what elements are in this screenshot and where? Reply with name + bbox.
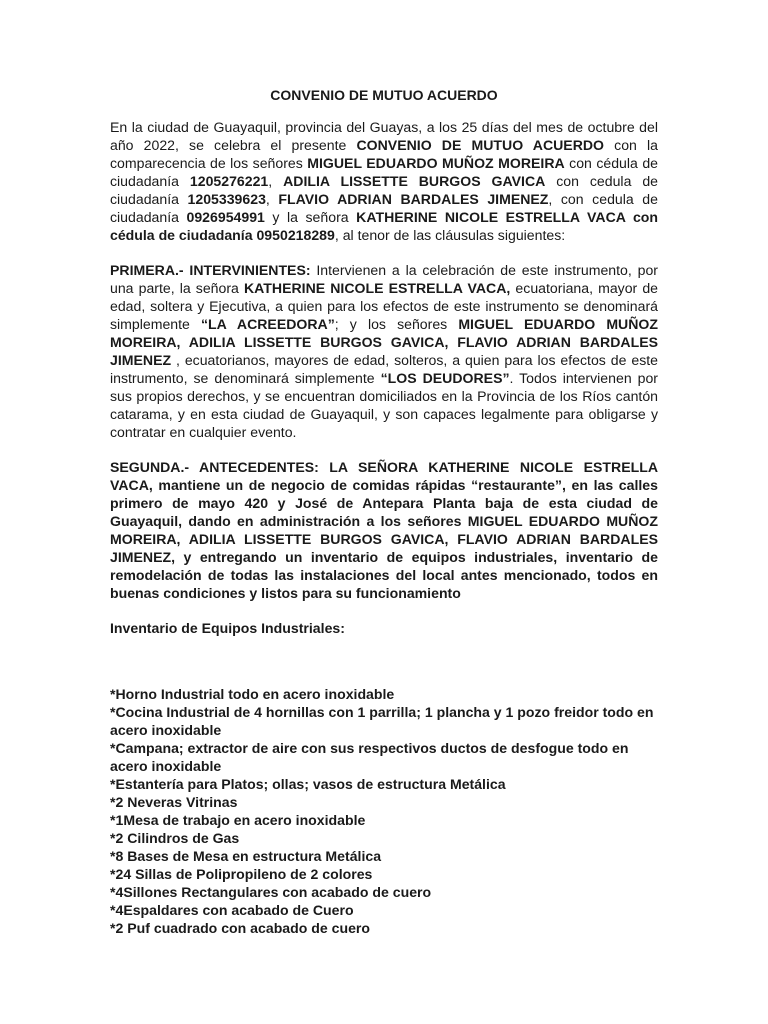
inventory-item: *1Mesa de trabajo en acero inoxidable (110, 812, 366, 828)
text-run: , (268, 173, 284, 189)
text-run: En la ciudad de Guayaquil, provincia del Guayas, a los 25 días del mes de octubre del año 2022, se celebra el presente (110, 119, 658, 153)
bold-text-run: CONVENIO DE MUTUO ACUERDO (356, 137, 605, 153)
bold-text-run: FLAVIO ADRIAN BARDALES JIMENEZ (278, 191, 549, 207)
clause-primera (110, 261, 658, 441)
bold-text-run: 0926954991 (186, 209, 265, 225)
text-run: ; y los señores (334, 316, 459, 332)
text-run: ecuatoriana, mayor de edad, soltera y Ejecutiva, a quien para los efectos de este instrumento se denominará simplemente (110, 280, 659, 332)
bold-text-run: KATHERINE NICOLE ESTRELLA VACA, (243, 280, 511, 296)
text-run: , ecuatorianos, mayores de edad, solteros, a quien para los efectos de este instrumento, se denominará simplemente (110, 352, 658, 386)
inventory-item: *8 Bases de Mesa en estructura Metálica (110, 848, 382, 864)
inventory-list (110, 685, 658, 937)
inventory-item: *2 Cilindros de Gas (110, 830, 240, 846)
inventory-item: *Estantería para Platos; ollas; vasos de estructura Metálica (110, 776, 506, 792)
bold-text-run: PRIMERA.- INTERVINIENTES: (110, 262, 311, 278)
intro-paragraph (110, 118, 658, 244)
inventory-heading: Inventario de Equipos Industriales: (110, 620, 345, 636)
text-run: con la comparecencia de los señores (110, 137, 658, 171)
text-run: Intervienen a la celebración de este instrumento, por una parte, la señora (110, 262, 658, 296)
inventory-item: *Horno Industrial todo en acero inoxidable (110, 686, 395, 702)
bold-text-run: 1205276221 (189, 173, 269, 189)
text-run: y la señora (264, 209, 357, 225)
text-run: , (265, 191, 279, 207)
bold-text-run: MIGUEL EDUARDO MUÑOZ MOREIRA (307, 155, 565, 171)
inventory-item: *4Espaldares con acabado de Cuero (110, 902, 354, 918)
text-run: con cédula de ciudadanía (110, 155, 659, 189)
bold-text-run: 1205339623 (187, 191, 266, 207)
text-run: . Todos intervienen por sus propios derechos, y se encuentran domiciliados en la Provincia de los Ríos cantón catarama, y en esta ciudad de Guayaquil, y son capaces legalmente para obligarse y contratar en cualquier evento. (110, 370, 658, 440)
document-title: CONVENIO DE MUTUO ACUERDO (270, 87, 498, 103)
inventory-item: *2 Neveras Vitrinas (110, 794, 238, 810)
text-run: con cedula de ciudadanía (110, 173, 658, 207)
bold-text-run: ADILIA LISSETTE BURGOS GAVICA (283, 173, 546, 189)
bold-text-run: “LOS DEUDORES” (380, 370, 510, 386)
inventory-item: *24 Sillas de Polipropileno de 2 colores (110, 866, 373, 882)
bold-text-run: “LA ACREEDORA” (201, 316, 335, 332)
bold-text-run: KATHERINE NICOLE ESTRELLA VACA con cédula de ciudadanía 0950218289 (110, 209, 658, 243)
text-run: , con cedula de ciudadanía (110, 191, 658, 225)
bold-text-run: MIGUEL EDUARDO MUÑOZ MOREIRA, ADILIA LISSETTE BURGOS GAVICA, FLAVIO ADRIAN BARDALES JIMENEZ (110, 316, 658, 368)
inventory-item: *4Sillones Rectangulares con acabado de cuero (110, 884, 432, 900)
inventory-item: *Campana; extractor de aire con sus respectivos ductos de desfogue todo en acero inoxidable (110, 740, 629, 774)
text-run: , al tenor de las cláusulas siguientes: (334, 227, 566, 243)
inventory-item: *Cocina Industrial de 4 hornillas con 1 parrilla; 1 plancha y 1 pozo freidor todo en acero inoxidable (110, 704, 654, 738)
inventory-item: *2 Puf cuadrado con acabado de cuero (110, 920, 371, 936)
clause-segunda: SEGUNDA.- ANTECEDENTES: LA SEÑORA KATHERINE NICOLE ESTRELLA VACA, mantiene un de negocio de comidas rápidas “restaurante”, en las calles primero de mayo 420 y José de Antepara Planta baja de esta ciudad de Guayaquil, dando en administración a los señores MIGUEL EDUARDO MUÑOZ MOREIRA, ADILIA LISSETTE BURGOS GAVICA, FLAVIO ADRIAN BARDALES JIMENEZ, y entregando un inventario de equipos industriales, inventario de remodelación de todas las instalaciones del local antes mencionado, todos en buenas condiciones y listos para su funcionamiento (110, 459, 658, 601)
